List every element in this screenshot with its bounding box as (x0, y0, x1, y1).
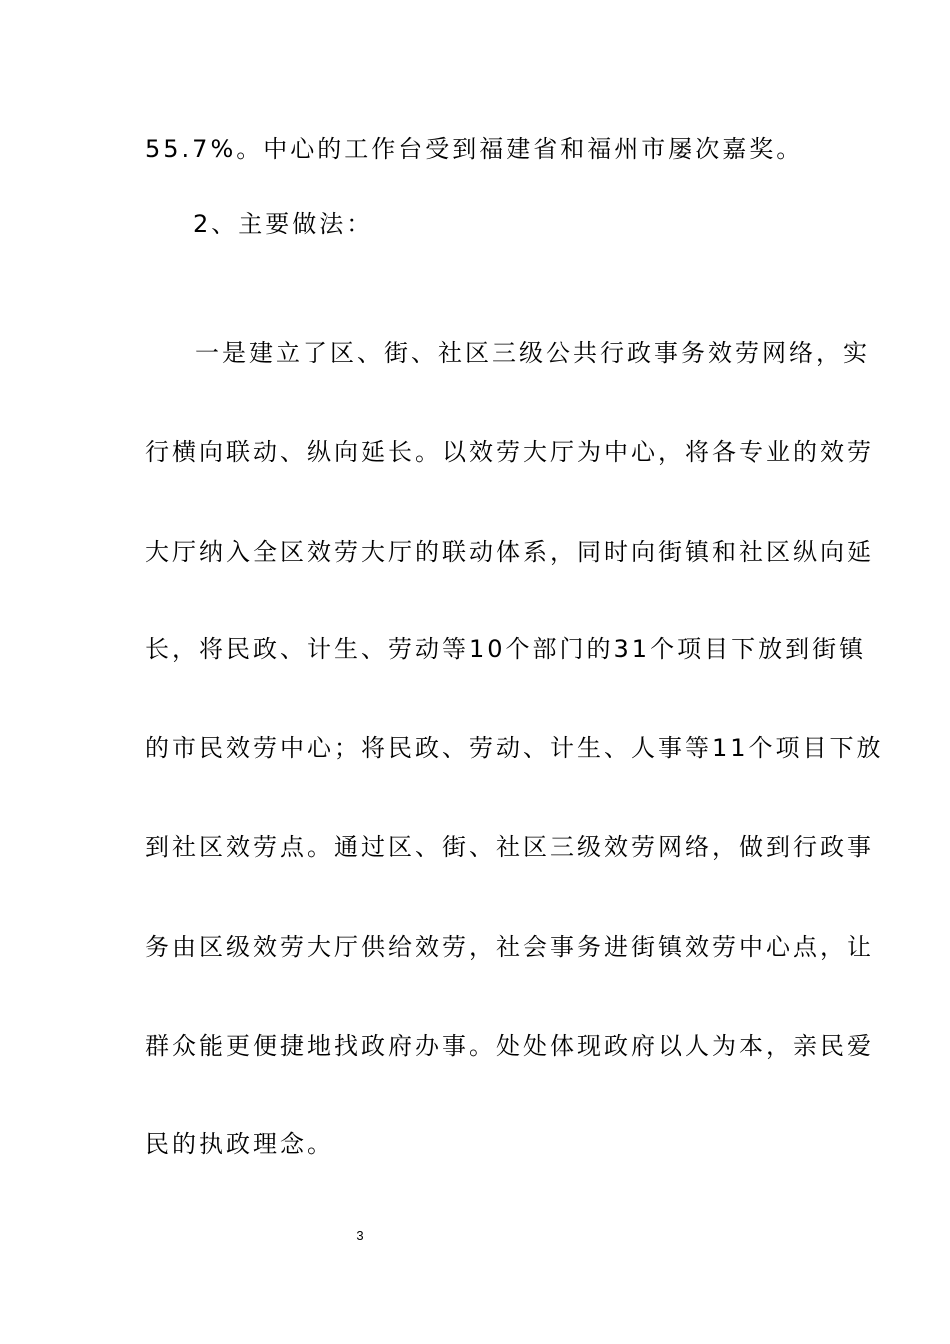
paragraph-line-11: 民的执政理念。 (145, 1130, 334, 1158)
paragraph-line-4: 行横向联动、纵向延长。以效劳大厅为中心，将各专业的效劳 (145, 438, 874, 466)
paragraph-line-6: 长，将民政、计生、劳动等10个部门的31个项目下放到街镇 (145, 635, 867, 663)
paragraph-line-8: 到社区效劳点。通过区、街、社区三级效劳网络，做到行政事 (145, 833, 874, 861)
paragraph-line-3: 一是建立了区、街、社区三级公共行政事务效劳网络，实 (195, 339, 870, 367)
paragraph-line-7: 的市民效劳中心；将民政、劳动、计生、人事等11个项目下放 (145, 734, 884, 762)
paragraph-line-5: 大厅纳入全区效劳大厅的联动体系，同时向街镇和社区纵向延 (145, 538, 874, 566)
paragraph-line-1: 55.7%。中心的工作台受到福建省和福州市屡次嘉奖。 (145, 135, 804, 163)
page-number: 3 (356, 1228, 364, 1243)
paragraph-line-10: 群众能更便捷地找政府办事。处处体现政府以人为本，亲民爱 (145, 1032, 874, 1060)
section-heading: 2、主要做法： (193, 210, 374, 238)
paragraph-line-9: 务由区级效劳大厅供给效劳，社会事务进街镇效劳中心点，让 (145, 933, 874, 961)
